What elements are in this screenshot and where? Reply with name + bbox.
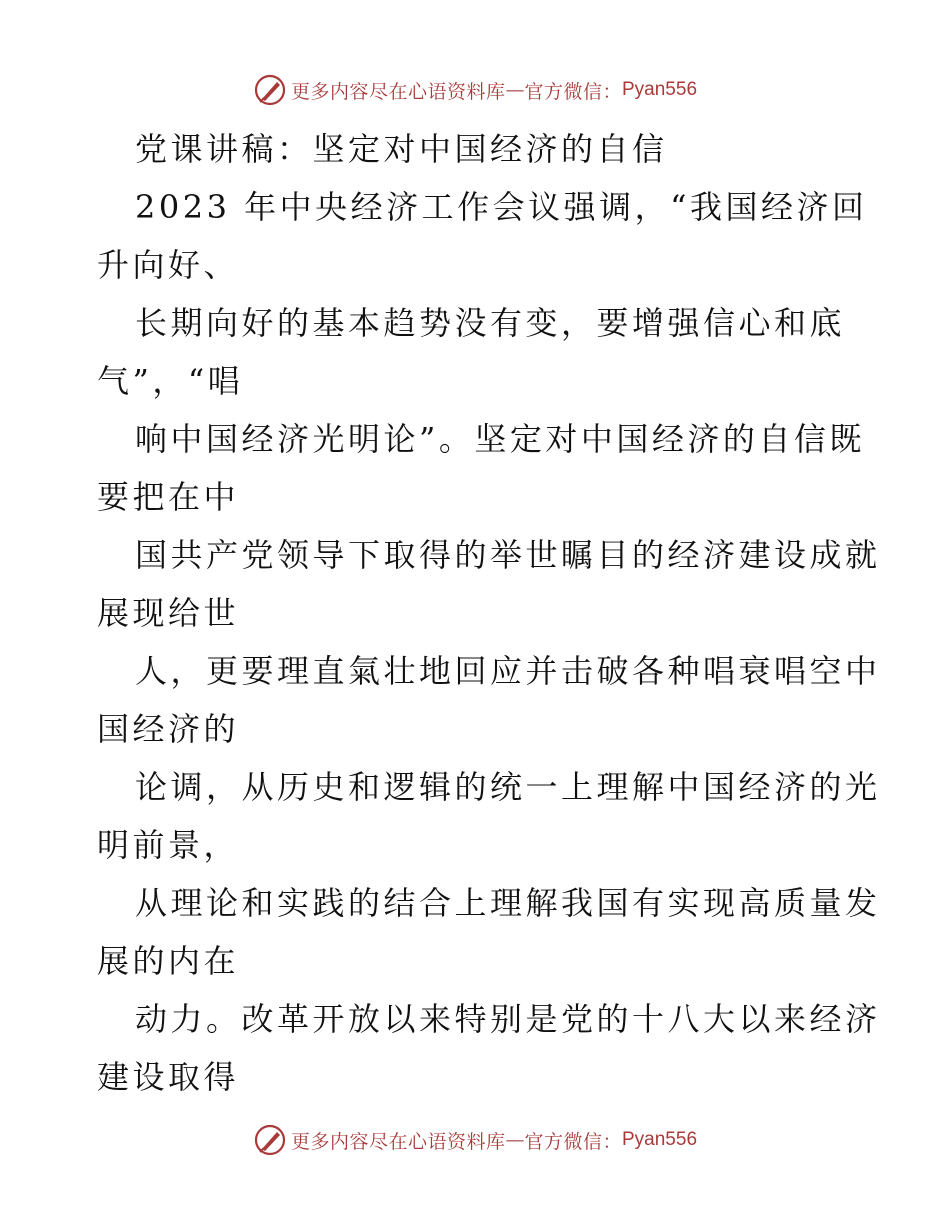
text-line: 展现给世 xyxy=(97,594,240,632)
watermark-dash: — xyxy=(505,1129,525,1151)
watermark-contact: 官方微信： xyxy=(524,80,622,103)
text-line: 建设取得 xyxy=(97,1058,240,1096)
watermark-text: 更多内容尽在心语资料库 xyxy=(290,80,506,103)
text-line: 论调，从历史和逻辑的统一上理解中国经济的光 xyxy=(135,768,881,806)
quill-logo-icon xyxy=(253,1123,287,1157)
header-watermark xyxy=(0,70,950,110)
footer-watermark xyxy=(0,1120,950,1160)
document-body xyxy=(97,120,881,1106)
text-line: 2023 年中央经济工作会议强调，“我国经济回 xyxy=(135,188,868,226)
text-line: 升向好、 xyxy=(97,246,240,284)
text-line: 国经济的 xyxy=(97,710,240,748)
watermark-id: Pyan556 xyxy=(622,79,698,100)
text-line: 响中国经济光明论”。坚定对中国经济的自信既 xyxy=(135,420,865,458)
watermark-dash: — xyxy=(505,79,525,101)
text-line: 人，更要理直氣壮地回应并击破各种唱衰唱空中 xyxy=(135,652,881,690)
text-line: 动力。改革开放以来特别是党的十八大以来经济 xyxy=(135,1000,881,1038)
text-line: 国共产党领导下取得的举世瞩目的经济建设成就 xyxy=(135,536,881,574)
quill-logo-icon xyxy=(253,73,287,107)
text-line: 要把在中 xyxy=(97,478,240,516)
watermark-id: Pyan556 xyxy=(622,1129,698,1150)
text-line: 长期向好的基本趋势没有变，要增强信心和底 xyxy=(135,304,846,342)
text-line: 气”，“唱 xyxy=(97,362,244,400)
document-title: 党课讲稿：坚定对中国经济的自信 xyxy=(135,130,668,168)
watermark-contact: 官方微信： xyxy=(524,1130,622,1153)
watermark-text: 更多内容尽在心语资料库 xyxy=(290,1130,506,1153)
text-line: 明前景， xyxy=(97,826,240,864)
text-line: 展的内在 xyxy=(97,942,240,980)
text-line: 从理论和实践的结合上理解我国有实现高质量发 xyxy=(135,884,881,922)
